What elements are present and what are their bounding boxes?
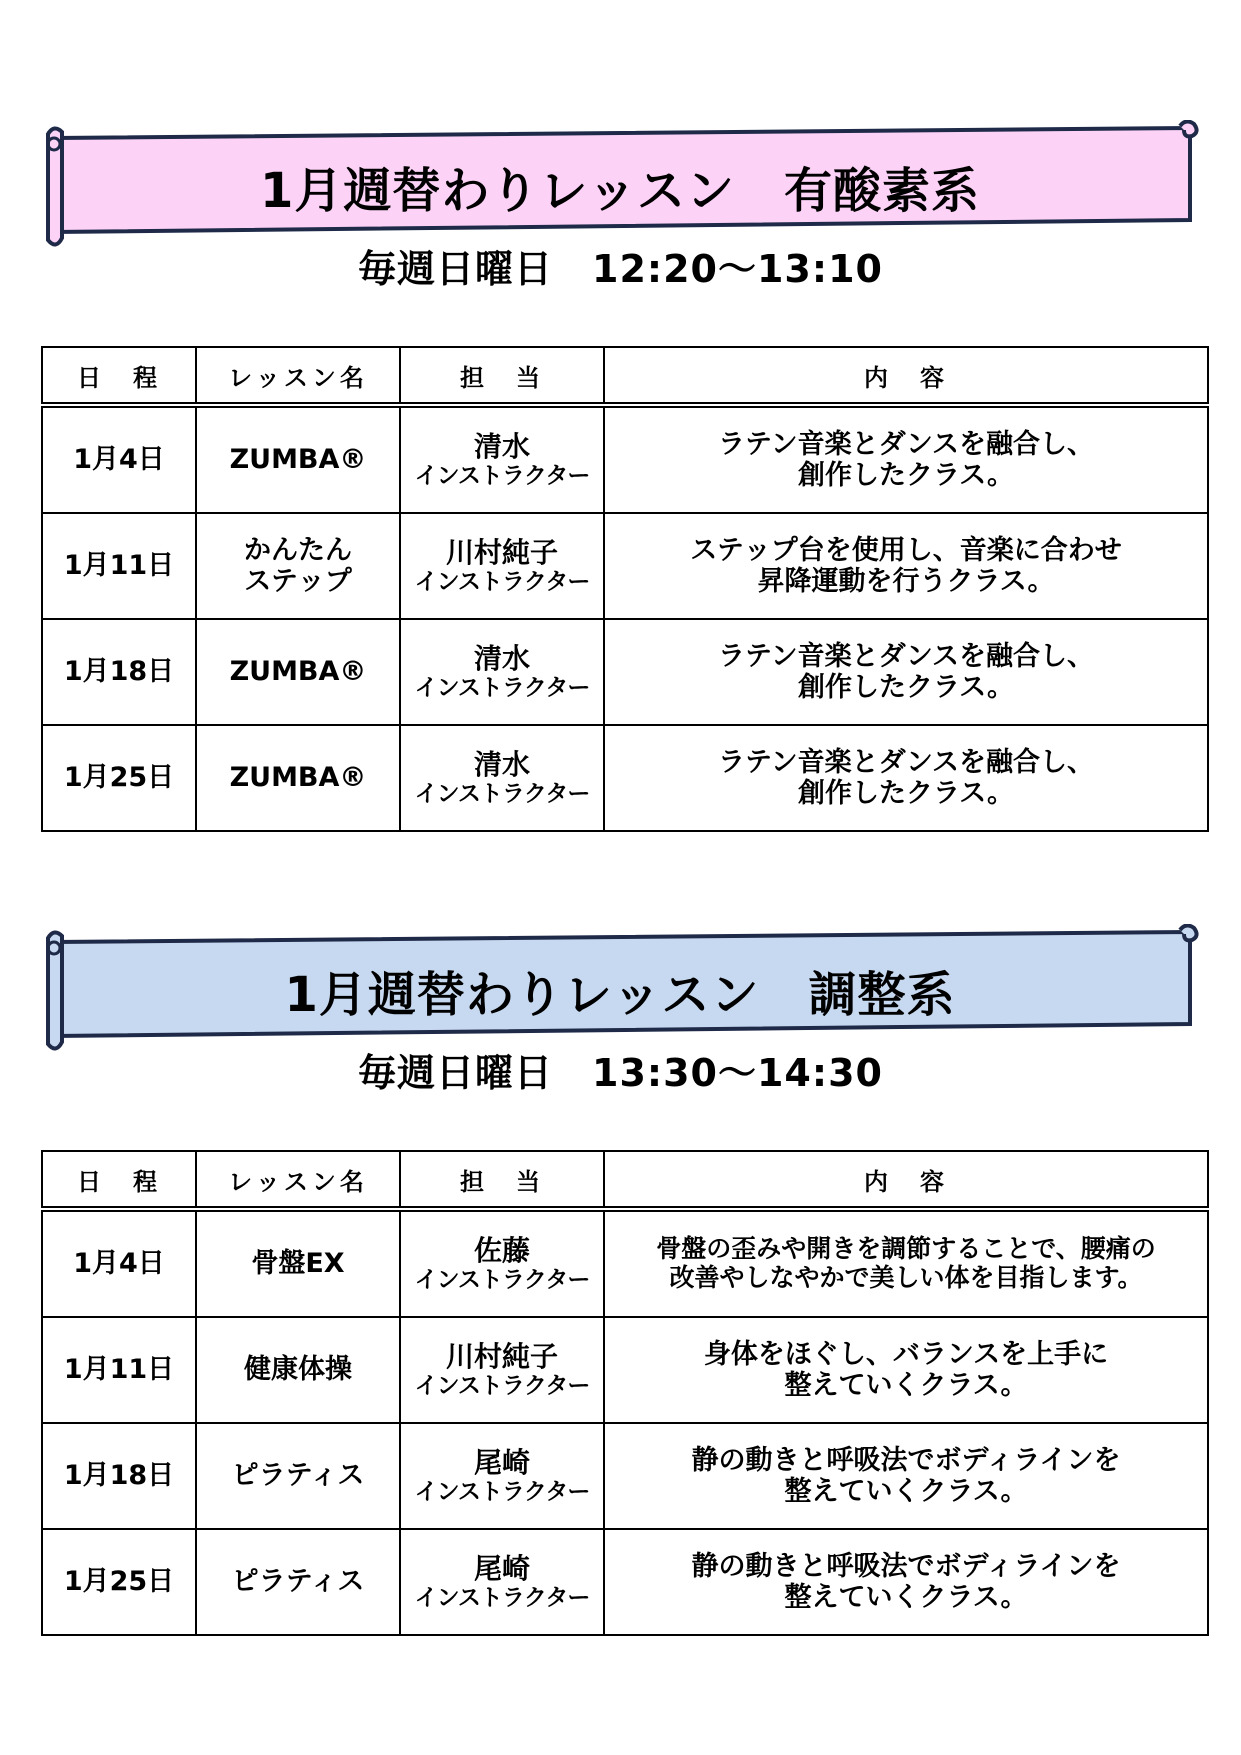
instructor-title: インストラクター <box>414 1478 590 1505</box>
lesson-date: 1月11日 <box>42 513 196 619</box>
banner-title: 1月週替わりレッスン 調整系 <box>284 966 956 1023</box>
table-row <box>42 513 1208 619</box>
scroll-banner-conditioning <box>40 924 1200 1052</box>
header-date: 日 程 <box>42 1151 196 1209</box>
lesson-instructor <box>400 619 604 725</box>
description-line: 昇降運動を行うクラス。 <box>757 566 1055 597</box>
instructor-name: 清水 <box>473 429 530 463</box>
description-line: 骨盤の歪みや開きを調節することで、腰痛の <box>656 1234 1156 1264</box>
description-line: 身体をほぐし、バランスを上手に <box>703 1338 1109 1370</box>
banner-title: 1月週替わりレッスン 有酸素系 <box>260 162 980 219</box>
lesson-name: ZUMBA® <box>196 725 400 831</box>
lesson-instructor <box>400 1423 604 1529</box>
table-row <box>42 405 1208 513</box>
lesson-date: 1月11日 <box>42 1317 196 1423</box>
lesson-name: ZUMBA® <box>196 619 400 725</box>
instructor-name: 清水 <box>473 747 530 781</box>
description-line: 創作したクラス。 <box>798 460 1014 491</box>
lesson-date: 1月25日 <box>42 1529 196 1635</box>
header-lesson: レッスン名 <box>196 1151 400 1209</box>
lesson-date: 1月18日 <box>42 619 196 725</box>
lesson-date: 1月18日 <box>42 1423 196 1529</box>
schedule-text: 毎週日曜日 13:30～14:30 <box>358 1051 883 1095</box>
table-row <box>42 1317 1208 1423</box>
lesson-instructor <box>400 1317 604 1423</box>
header-content: 内 容 <box>604 347 1208 405</box>
table-header-row <box>42 347 1208 405</box>
description-line: 整えていくクラス。 <box>784 1476 1028 1507</box>
lesson-instructor <box>400 725 604 831</box>
instructor-title: インストラクター <box>414 1266 590 1293</box>
header-instructor: 担 当 <box>400 347 604 405</box>
lesson-table-conditioning <box>41 1150 1209 1636</box>
lesson-instructor <box>400 513 604 619</box>
instructor-name: 清水 <box>473 641 530 675</box>
description-line: 創作したクラス。 <box>798 672 1014 703</box>
instructor-title: インストラクター <box>414 1584 590 1611</box>
lesson-description <box>604 513 1208 619</box>
lesson-instructor <box>400 405 604 513</box>
lesson-name: ピラティス <box>196 1423 400 1529</box>
description-line: ステップ台を使用し、音楽に合わせ <box>690 534 1122 566</box>
table-row <box>42 1529 1208 1635</box>
lesson-name: 健康体操 <box>196 1317 400 1423</box>
description-line: 静の動きと呼吸法でボディラインを <box>691 1444 1121 1476</box>
instructor-name: 佐藤 <box>473 1233 530 1267</box>
lesson-instructor <box>400 1209 604 1317</box>
header-instructor: 担 当 <box>400 1151 604 1209</box>
description-line: 創作したクラス。 <box>798 778 1014 809</box>
instructor-title: インストラクター <box>414 780 590 807</box>
description-line: 整えていくクラス。 <box>784 1582 1028 1613</box>
lesson-description <box>604 1317 1208 1423</box>
lesson-name-line: かんたん ステップ <box>244 534 352 597</box>
lesson-name: 骨盤EX <box>196 1209 400 1317</box>
lesson-description <box>604 725 1208 831</box>
instructor-title: インストラクター <box>414 462 590 489</box>
instructor-title: インストラクター <box>414 1372 590 1399</box>
description-line: ラテン音楽とダンスを融合し、 <box>717 428 1095 460</box>
header-content: 内 容 <box>604 1151 1208 1209</box>
description-line: ラテン音楽とダンスを融合し、 <box>717 640 1095 672</box>
instructor-name: 川村純子 <box>445 535 558 569</box>
lesson-date: 1月4日 <box>42 405 196 513</box>
header-lesson: レッスン名 <box>196 347 400 405</box>
lesson-table-aerobic <box>41 346 1209 832</box>
header-date: 日 程 <box>42 347 196 405</box>
description-line: ラテン音楽とダンスを融合し、 <box>717 746 1095 778</box>
table-row <box>42 1209 1208 1317</box>
description-line: 静の動きと呼吸法でボディラインを <box>691 1550 1121 1582</box>
lesson-name <box>196 513 400 619</box>
instructor-name: 尾崎 <box>473 1445 530 1479</box>
table-row <box>42 619 1208 725</box>
scroll-banner-aerobic <box>40 120 1200 248</box>
lesson-instructor <box>400 1529 604 1635</box>
lesson-description <box>604 1529 1208 1635</box>
lesson-description <box>604 619 1208 725</box>
schedule-text: 毎週日曜日 12:20～13:10 <box>358 247 883 291</box>
table-row <box>42 1423 1208 1529</box>
instructor-name: 川村純子 <box>445 1339 558 1373</box>
lesson-date: 1月4日 <box>42 1209 196 1317</box>
lesson-name: ピラティス <box>196 1529 400 1635</box>
instructor-title: インストラクター <box>414 568 590 595</box>
lesson-description <box>604 1209 1208 1317</box>
instructor-name: 尾崎 <box>473 1551 530 1585</box>
description-line: 整えていくクラス。 <box>784 1370 1028 1401</box>
lesson-description <box>604 405 1208 513</box>
instructor-title: インストラクター <box>414 674 590 701</box>
table-header-row <box>42 1151 1208 1209</box>
description-line: 改善やしなやかで美しい体を目指します。 <box>669 1263 1143 1292</box>
table-row <box>42 725 1208 831</box>
lesson-name: ZUMBA® <box>196 405 400 513</box>
lesson-date: 1月25日 <box>42 725 196 831</box>
lesson-description <box>604 1423 1208 1529</box>
